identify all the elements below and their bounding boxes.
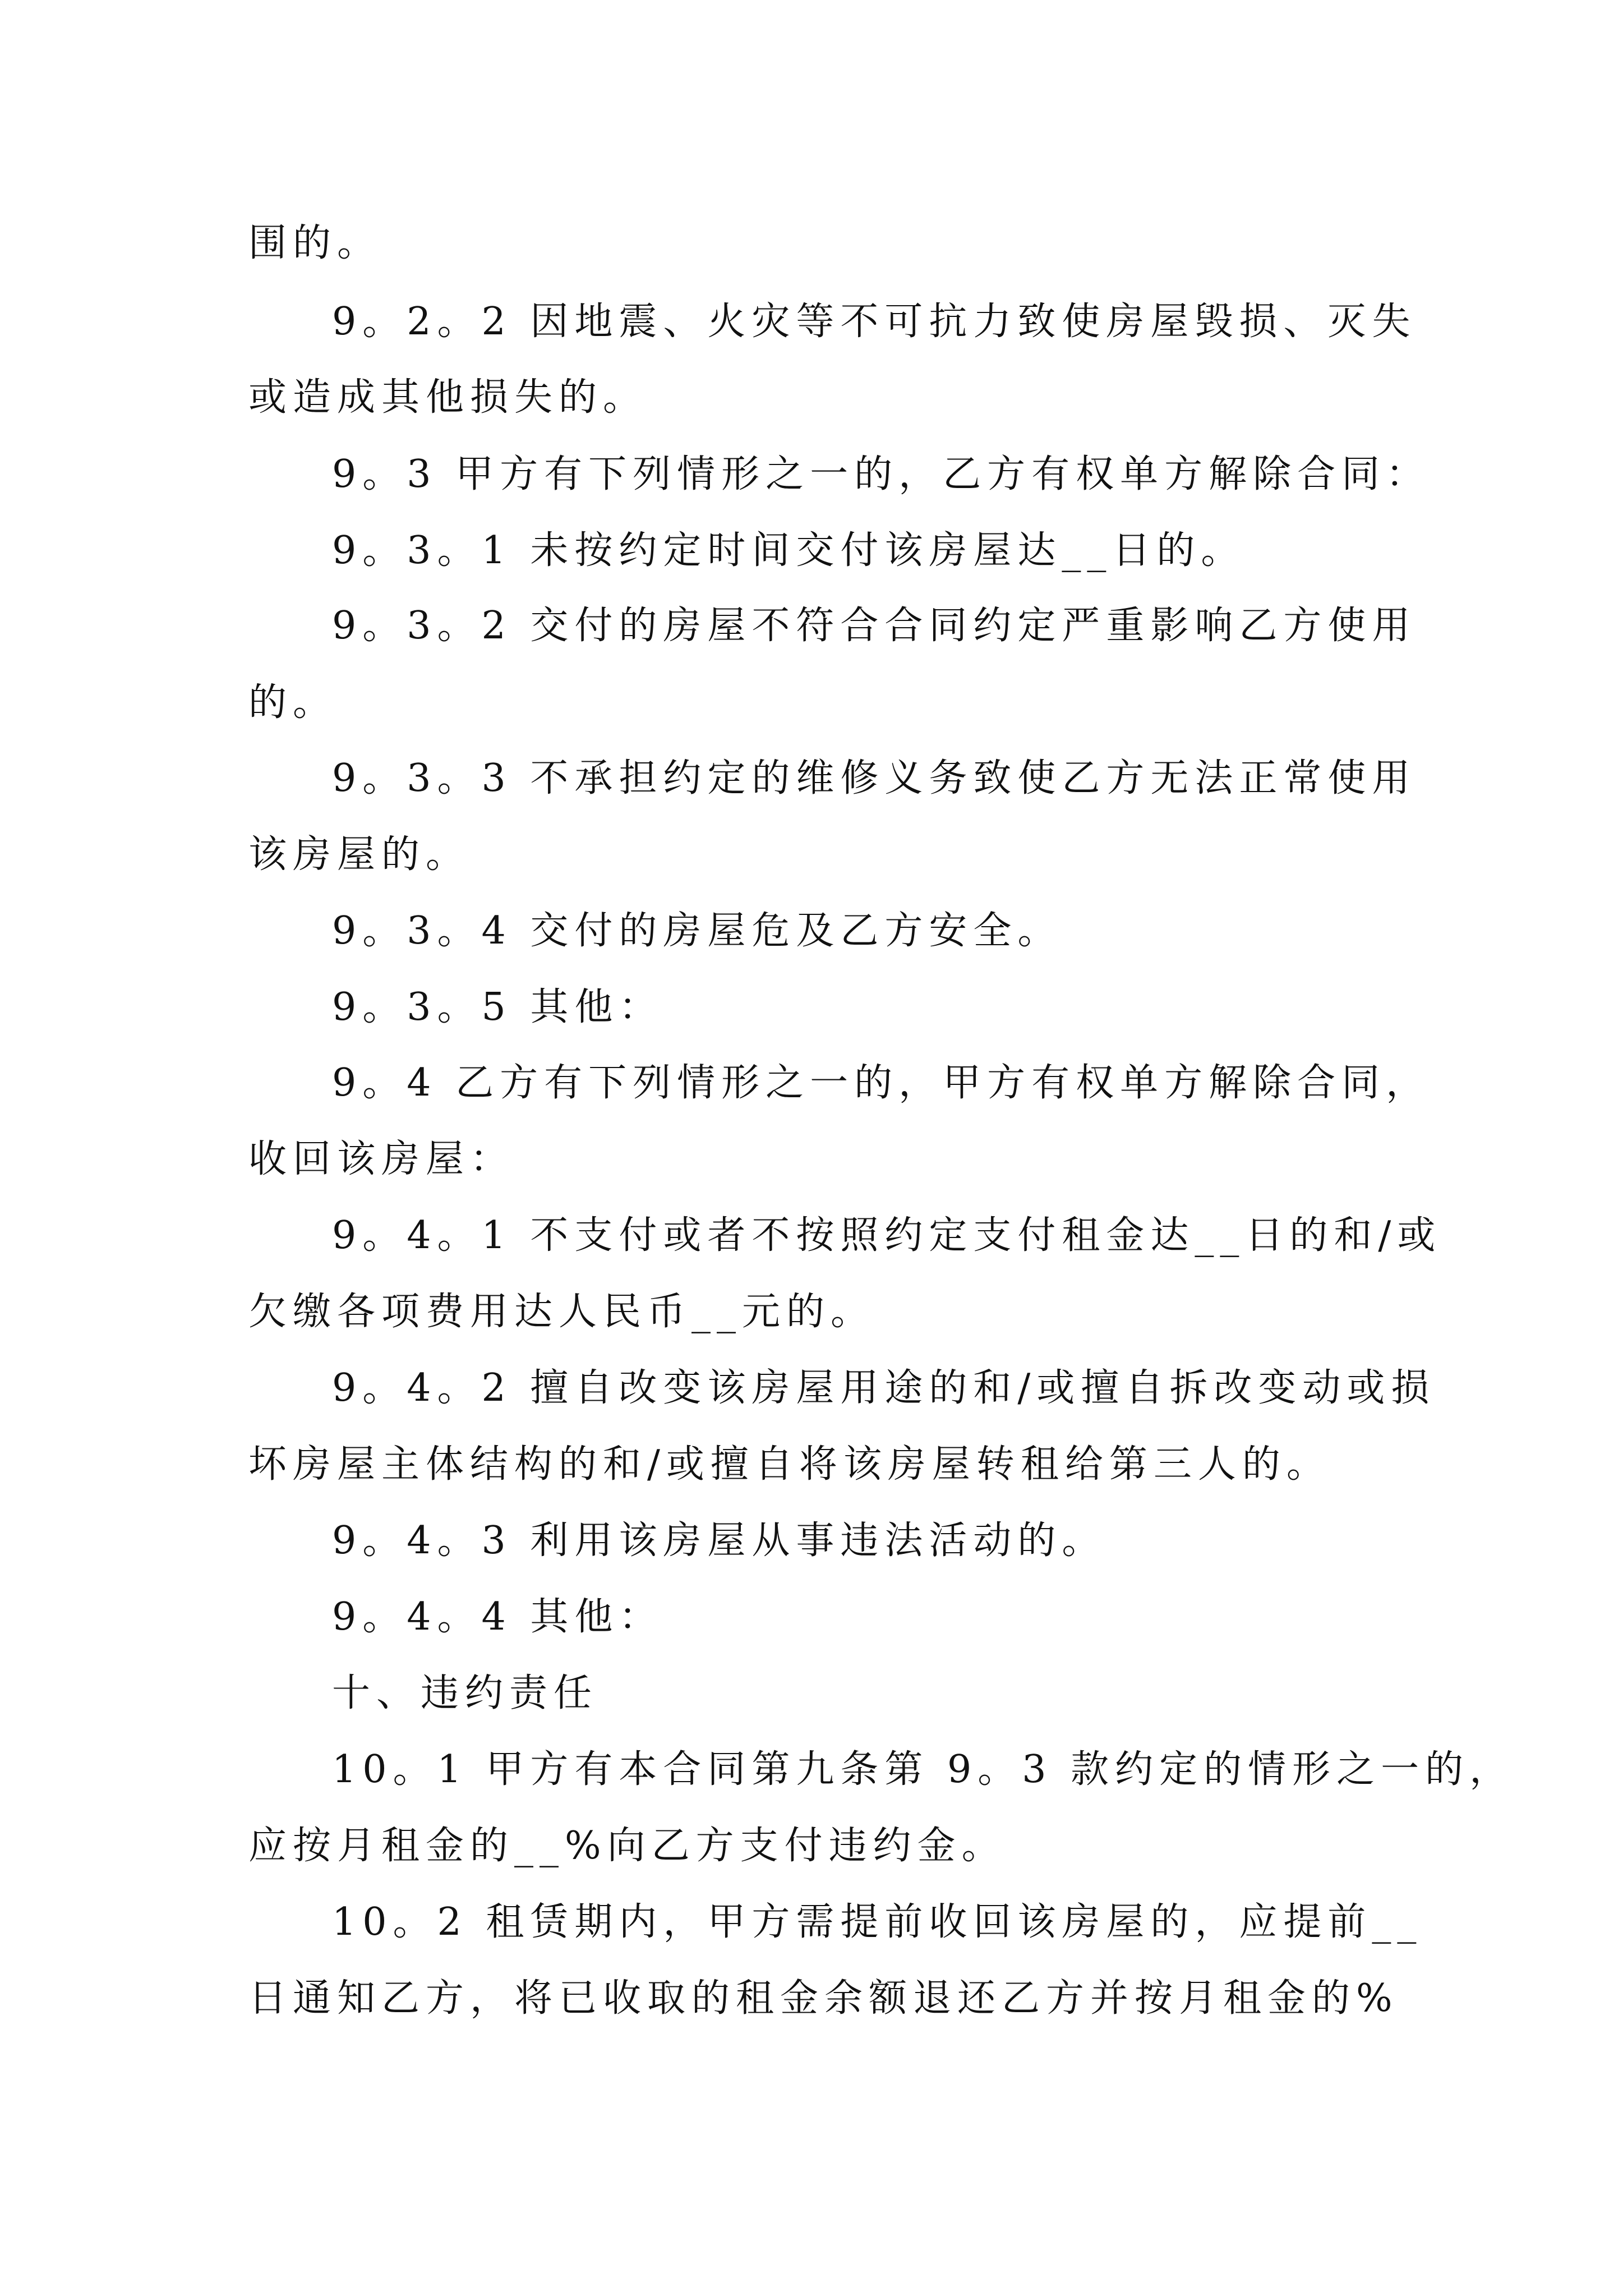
text-line: 或造成其他损失的。 (248, 375, 648, 420)
clause-9-4-2: 9。4。2 擅自改变该房屋用途的和/或擅自拆改变动或损 (332, 1366, 1436, 1410)
clause-9-3: 9。3 甲方有下列情形之一的，乙方有权单方解除合同： (332, 452, 1431, 496)
text-line: 围的。 (248, 221, 382, 265)
clause-9-4-4: 9。4。4 其他： (332, 1595, 663, 1639)
clause-9-2-2: 9。2。2 因地震、火灾等不可抗力致使房屋毁损、灭失 (332, 300, 1417, 344)
clause-10-1: 10。1 甲方有本合同第九条第 9。3 款约定的情形之一的， (332, 1747, 1514, 1792)
clause-9-3-5: 9。3。5 其他： (332, 985, 663, 1029)
clause-9-3-3: 9。3。3 不承担约定的维修义务致使乙方无法正常使用 (332, 756, 1417, 800)
clause-9-4-3: 9。4。3 利用该房屋从事违法活动的。 (332, 1519, 1106, 1563)
text-line: 应按月租金的__%向乙方支付违约金。 (248, 1824, 1006, 1868)
section-heading: 十、违约责任 (332, 1671, 598, 1715)
text-line: 日通知乙方，将已收取的租金余额退还乙方并按月租金的% (248, 1976, 1399, 2021)
text-line: 该房屋的。 (248, 832, 471, 877)
text-line: 收回该房屋： (248, 1137, 515, 1181)
text-line: 的。 (248, 680, 338, 725)
clause-9-4-1: 9。4。1 不支付或者不按照约定支付租金达__日的和/或 (332, 1213, 1442, 1258)
clause-10-2: 10。2 租赁期内，甲方需提前收回该房屋的，应提前__ (332, 1900, 1423, 1944)
text-line: 欠缴各项费用达人民币__元的。 (248, 1290, 875, 1334)
clause-9-3-4: 9。3。4 交付的房屋危及乙方安全。 (332, 909, 1062, 953)
clause-9-3-2: 9。3。2 交付的房屋不符合合同约定严重影响乙方使用 (332, 604, 1417, 648)
clause-9-3-1: 9。3。1 未按约定时间交付该房屋达__日的。 (332, 528, 1246, 573)
text-line: 坏房屋主体结构的和/或擅自将该房屋转租给第三人的。 (248, 1442, 1331, 1487)
clause-9-4: 9。4 乙方有下列情形之一的，甲方有权单方解除合同， (332, 1061, 1431, 1105)
